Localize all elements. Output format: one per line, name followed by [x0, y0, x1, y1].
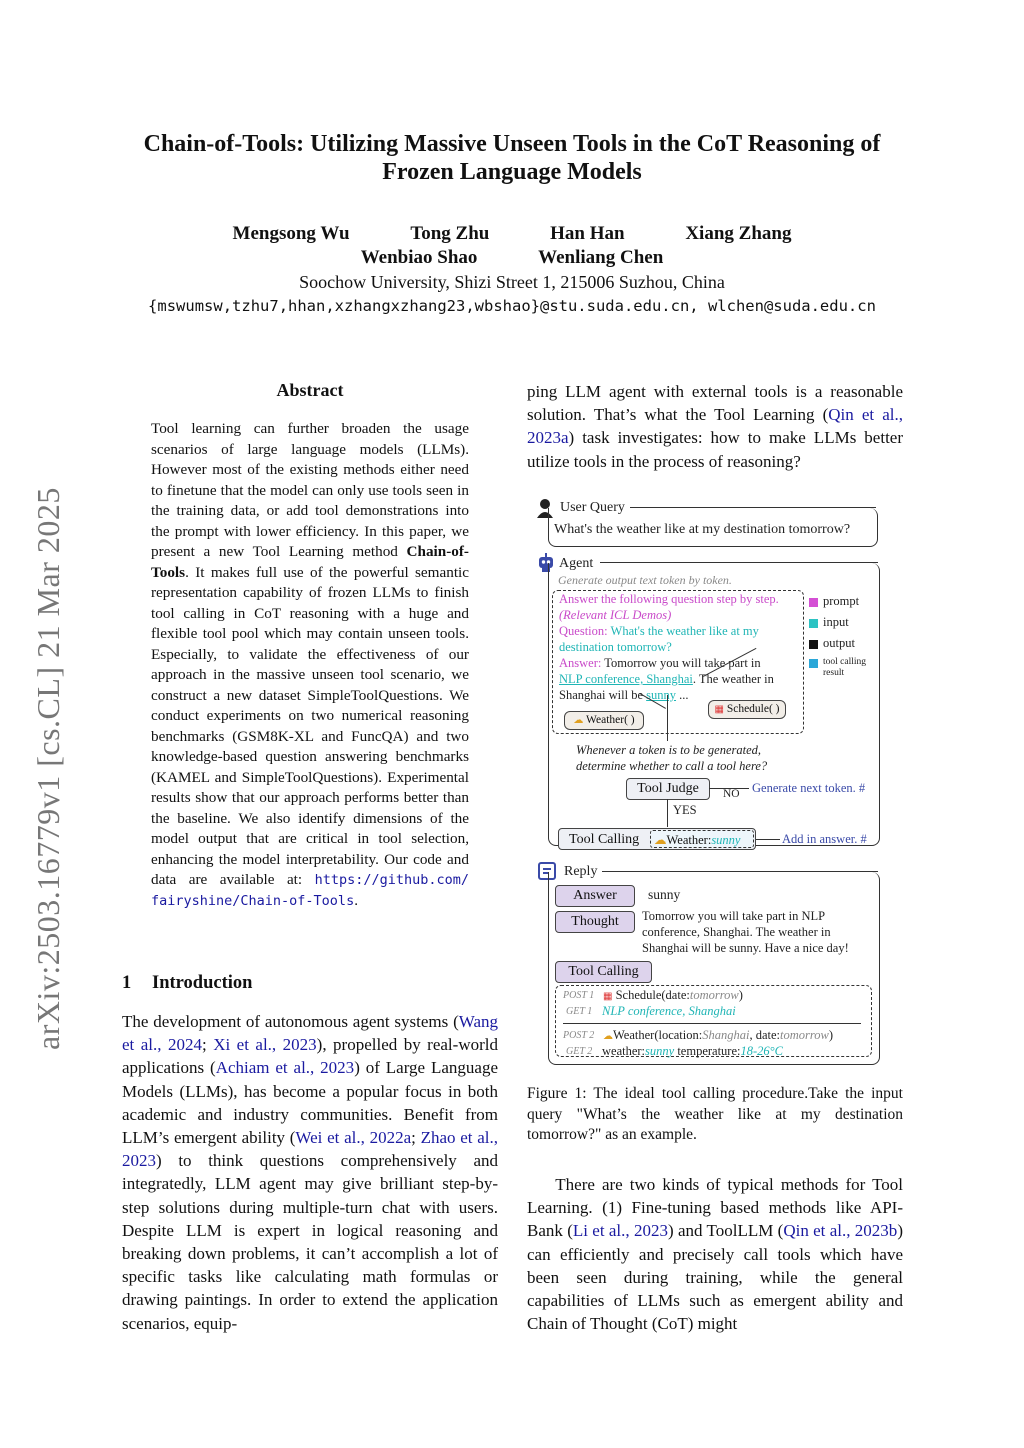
calendar-icon: ▦ — [603, 991, 613, 1002]
legend-output: output — [823, 636, 855, 650]
answer-value: sunny — [648, 887, 681, 902]
abstract-body: Tool learning can further broaden the usage scenarios of large language models (LLMs). However most of the existing methods either need to finetune that the model can only use tools seen in the training data, or add tool demonstrations into the prompt with lower efficiency. In this paper, we present a new Tool Learning method Chain-of-Tools. It makes full use of the powerful semantic representation capability of frozen LLMs to finish tool calling in CoT reasoning with a huge and flexible tool pool which may contain unseen tools. Especially, to validate the effectiveness of our approach in the massive unseen tool scenario, we construct a new dataset SimpleToolQuestions. We conduct experiments on two numerical reasoning benchmarks (GSM8K-XL and FuncQA) and two knowledge-based question answering benchmarks (KAMEL and SimpleToolQuestions). Experimental results show that our approach performs better than the baseline. We also identify dimensions of the model output that are critical in tool selection, enhancing the model interpretability. Our code and data are available at: https://github.com/ fairyshine/Chain-of-Tools. — [151, 420, 469, 909]
method-name: Chain-of-Tools — [151, 543, 469, 581]
generate-note: Generate output text token by token. — [558, 573, 732, 587]
prompt-line: Answer the following question step by step. — [559, 592, 779, 606]
section-number: 1 — [122, 973, 132, 993]
thought-line: Shanghai will be sunny. Have a nice day! — [642, 941, 849, 955]
icl-demos: (Relevant ICL Demos) — [559, 608, 672, 622]
section-title: Introduction — [152, 973, 253, 993]
post-tag: POST 1 — [563, 990, 595, 1001]
post-2-call: ☁Weather(location:Shanghai, date:tomorrow) — [603, 1028, 834, 1042]
no-label: NO — [723, 788, 740, 800]
legend-swatch-prompt — [809, 598, 818, 607]
author: Wenbiao Shao — [360, 247, 478, 268]
tool-calling-tab[interactable]: Tool Calling — [555, 961, 652, 983]
author: Xiang Zhang — [685, 223, 792, 244]
author: Tong Zhu — [410, 223, 490, 244]
get-tag: GET 1 — [566, 1006, 593, 1017]
tool-calling-node: Tool Calling — [558, 828, 756, 850]
citation-link[interactable]: Zhao et al., 2023 — [122, 1128, 498, 1171]
thought-line: conference, Shanghai. The weather in — [642, 925, 831, 939]
user-query-label: User Query — [560, 500, 625, 515]
citation-link[interactable]: Achiam et al., 2023 — [215, 1058, 355, 1078]
author: Wenliang Chen — [538, 247, 664, 268]
agent-label: Agent — [559, 556, 594, 571]
user-query-text: What's the weather like at my destination tomorrow? — [554, 522, 851, 537]
citation-link[interactable]: Qin et al., 2023b — [783, 1221, 898, 1241]
question-line: Question: What's the weather like at my — [559, 624, 759, 638]
abstract-heading: Abstract — [276, 380, 344, 400]
thought-tab[interactable]: Thought — [555, 911, 635, 933]
citation-link[interactable]: Li et al., 2023 — [572, 1221, 668, 1241]
author-emails: {mswumsw,tzhu7,hhan,xzhangxzhang23,wbshao}@stu.suda.edu.cn, wlchen@suda.edu.cn — [148, 297, 876, 315]
author: Han Han — [550, 223, 625, 244]
figure-caption: Figure 1: The ideal tool calling procedure.Take the input query "What’s the weather like at my destination tomorrow?" as an example. — [527, 1085, 903, 1143]
legend-tool-result: tool calling result — [823, 657, 867, 678]
weather-call-result: ☁Weather:sunny — [650, 830, 754, 848]
thought-line: Tomorrow you will take part in NLP — [642, 909, 826, 923]
post-tag: POST 2 — [563, 1030, 595, 1041]
citation-link[interactable]: Wang et al., 2024 — [122, 1012, 498, 1055]
code-link[interactable]: https://github.com/ — [314, 872, 469, 888]
tool-result: sunny — [646, 688, 677, 702]
code-link-cont[interactable]: fairyshine/Chain-of-Tools — [151, 892, 355, 909]
legend-swatch-tool — [809, 659, 818, 668]
next-token-action: Generate next token. # — [752, 781, 866, 795]
title-line-2: Frozen Language Models — [382, 159, 642, 185]
answer-tab[interactable]: Answer — [555, 885, 635, 907]
tool-result: NLP conference, Shanghai — [559, 672, 693, 686]
citation-link[interactable]: Xi et al., 2023 — [213, 1035, 317, 1055]
paper-title — [80, 130, 944, 186]
judge-note-1: Whenever a token is to be generated, — [576, 743, 762, 757]
figure-1: User Query What's the weather like at my destination tomorrow? Agent Generate output text token by token. Answer the following question step by step. (Relevant ICL Demos) Question: What's the weather like at my destination tomorrow? Answer: Tomorrow you will take part in NLP conference, Shanghai. The weather in Shanghai will be sunny ... ▦ Schedule( ) ☁ Weather( ) prompt input output tool calling result Whenever a token is to be generated, determine whether to call a tool here? Tool Judge NO Generate next token. # YES Tool Calling ☁Weather:sunny Add in answer. # Reply Answer sunny Thought Tomorrow you will take part in NLP conference, Shanghai. The weather in Shanghai will be sunny. Have a nice day! Tool Calling POST 1 ▦ Schedule(date:tomorrow) GET 1 NLP conference, Shanghai POST 2 ☁Weather(location:Shanghai, date:tomorrow) GET 2 weather:sunny temperature:18-26°C — [530, 495, 910, 1075]
post-1-call: ▦ Schedule(date:tomorrow) — [603, 988, 743, 1002]
intro-paragraph-1-cont: ping LLM agent with external tools is a reasonable solution. That’s what the Tool Learning (Qin et al., 2023a) task investigates: how to make LLMs better utilize tools in the process of reasoning? — [527, 382, 903, 471]
intro-paragraph-2: There are two kinds of typical methods for Tool Learning. (1) Fine-tuning based methods like API-Bank (Li et al., 2023) and ToolLLM (Qin et al., 2023b) can efficiently and precisely call tools which have been seen during training, while the general capabilities of LLMs such as emergent ability and Chain of Thought (CoT) might — [527, 1175, 903, 1334]
weather-icon: ☁ — [654, 833, 667, 847]
calendar-icon: ▦ — [714, 704, 724, 715]
answer-line: Answer: Tomorrow you will take part in — [559, 656, 761, 670]
author: Mengsong Wu — [232, 223, 350, 244]
tool-judge-node: Tool Judge — [626, 778, 710, 800]
legend-swatch-output — [809, 640, 818, 649]
legend-prompt: prompt — [823, 594, 860, 608]
title-line-1: Chain-of-Tools: Utilizing Massive Unseen Tools in the CoT Reasoning of — [143, 131, 881, 157]
weather-icon: ☁ — [603, 1031, 613, 1042]
citation-link[interactable]: Wei et al., 2022a — [295, 1128, 412, 1148]
legend-input: input — [823, 615, 849, 629]
legend-swatch-input — [809, 619, 818, 628]
get-1-result: NLP conference, Shanghai — [602, 1004, 736, 1018]
arxiv-identifier: arXiv:2503.16779v1 [cs.CL] 21 Mar 2025 — [30, 487, 66, 1050]
judge-note-2: determine whether to call a tool here? — [576, 759, 768, 773]
weather-icon: ☁ — [573, 715, 584, 726]
weather-tool-chip: ☁ Weather( ) — [564, 711, 644, 730]
add-answer-action: Add in answer. # — [782, 832, 867, 846]
get-2-result: weather:sunny temperature:18-26°C — [602, 1044, 783, 1058]
affiliation: Soochow University, Shizi Street 1, 215006 Suzhou, China — [299, 272, 725, 292]
get-tag: GET 2 — [566, 1046, 593, 1057]
yes-label: YES — [673, 803, 697, 817]
section-heading — [122, 973, 252, 994]
citation-link[interactable]: Qin et al., 2023a — [527, 405, 903, 448]
schedule-tool-chip: ▦ Schedule( ) — [708, 700, 786, 719]
author-list — [80, 222, 944, 270]
intro-paragraph-1: The development of autonomous agent systems (Wang et al., 2024; Xi et al., 2023), propelled by real-world applications (Achiam et al., 2023) of Large Language Models (LLMs), has become a popular focus in both academic and industry communities. Benefit from LLM’s emergent ability (Wei et al., 2022a; Zhao et al., 2023) to think questions comprehensively and integratedly, LLM agent may give brilliant step-by-step solutions during multiple-turn chat with users. Despite LLM is expert in logical reasoning and breaking down problems, it can’t accomplish a lot of specific tasks like calculating math formulas or drawing paintings. In order to extend the application scenarios, equip- — [122, 1012, 498, 1333]
reply-label: Reply — [564, 864, 598, 879]
